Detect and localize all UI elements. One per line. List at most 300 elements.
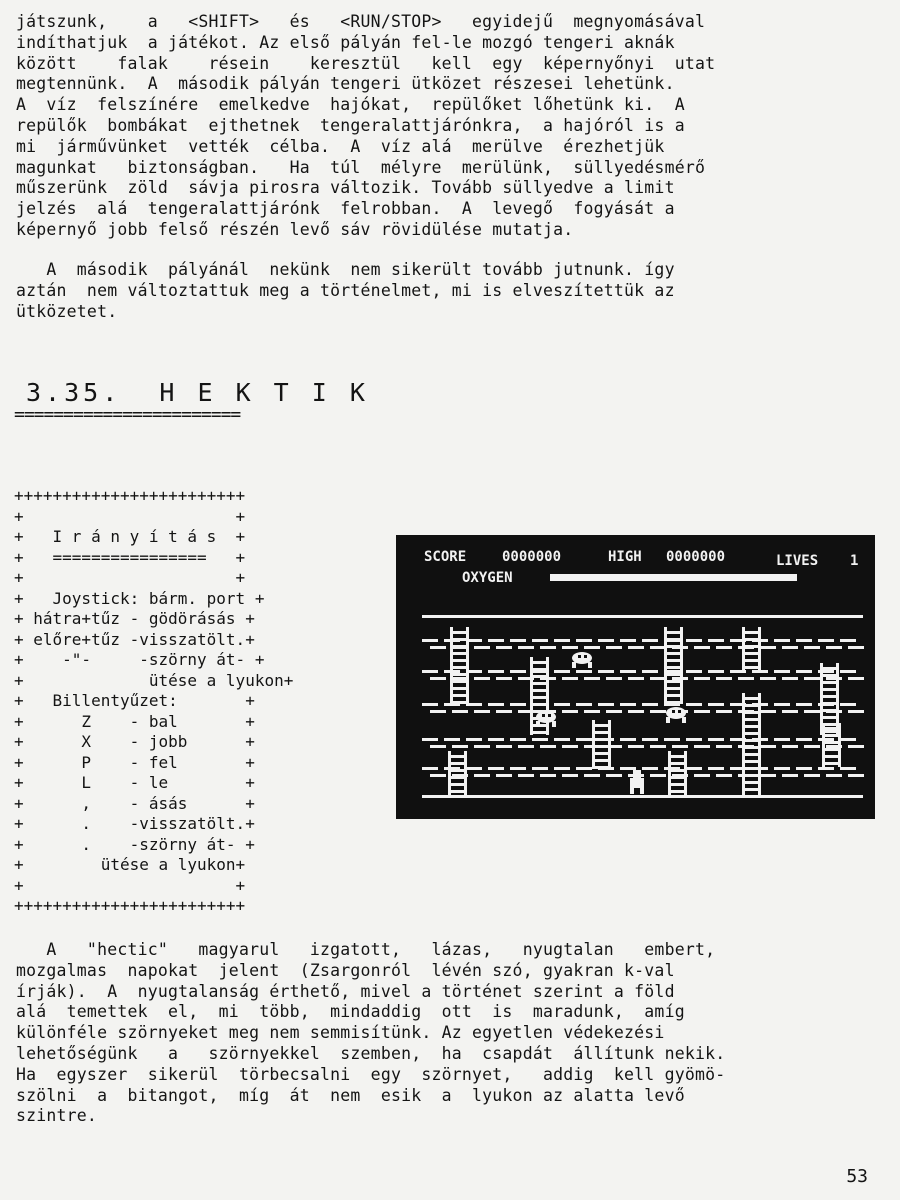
ladder-rung	[742, 659, 761, 662]
ladder-rung	[530, 689, 549, 692]
text-line: műszerünk zöld sávja pirosra változik. Tovább süllyedve a limit	[16, 178, 675, 198]
monster-eye	[678, 710, 681, 713]
ladder-rung	[664, 701, 683, 704]
brick-top	[488, 738, 504, 741]
brick-top	[708, 767, 724, 770]
brick-bottom	[804, 646, 820, 649]
ladder-rung	[664, 687, 683, 690]
ladder-rung	[448, 762, 467, 765]
monster-eye	[578, 655, 581, 658]
oxygen-bar	[550, 574, 797, 581]
controls-box-line: ++++++++++++++++++++++++	[14, 896, 246, 915]
brick-top	[554, 703, 570, 706]
ladder-rung	[668, 790, 687, 793]
brick-bottom	[628, 677, 644, 680]
brick-top	[686, 703, 702, 706]
brick-top	[774, 767, 790, 770]
controls-box-line: + Joystick: bárm. port +	[14, 588, 265, 608]
text-line: megtennünk. A második pályán tengeri ütközet részesei lehetünk.	[16, 74, 675, 94]
ladder-rung	[668, 762, 687, 765]
ladder-rung	[742, 697, 761, 700]
brick-bottom	[452, 710, 468, 713]
controls-box-line: + Z - bal +	[14, 711, 255, 731]
text-line: különféle szörnyeket meg nem semmisítünk. Az egyetlen védekezési	[16, 1023, 665, 1043]
score-label: SCORE	[424, 549, 467, 565]
brick-bottom	[474, 774, 490, 777]
brick-top	[708, 738, 724, 741]
top-platform	[422, 615, 863, 618]
player-leg	[640, 788, 644, 794]
brick-bottom	[848, 774, 864, 777]
ladder-rung	[450, 652, 469, 655]
ladder-rung	[742, 631, 761, 634]
brick-top	[598, 670, 614, 673]
brick-top	[532, 767, 548, 770]
text-line: indíthatjuk a játékot. Az első pályán fel-le mozgó tengeri aknák	[16, 32, 675, 52]
brick-bottom	[518, 745, 534, 748]
text-line: alá temettek el, mi több, mindaddig ott is maradunk, amíg	[16, 1002, 685, 1022]
ladder-rung	[664, 652, 683, 655]
brick-top	[554, 639, 570, 642]
ladder-rung	[820, 667, 839, 670]
brick-bottom	[760, 710, 776, 713]
brick-bottom	[430, 774, 446, 777]
player-leg	[630, 788, 634, 794]
brick-bottom	[562, 745, 578, 748]
brick-bottom	[496, 710, 512, 713]
brick-bottom	[826, 646, 842, 649]
brick-top	[686, 738, 702, 741]
text-line: A második pályánál nekünk nem sikerült tovább jutnunk. így	[16, 260, 675, 279]
text-line: aztán nem változtattuk meg a történelmet, mi is elveszítettük az	[16, 280, 675, 300]
ladder-rung	[664, 631, 683, 634]
brick-top	[576, 767, 592, 770]
controls-box-line: + P - fel +	[14, 752, 255, 772]
brick-bottom	[584, 646, 600, 649]
monster-leg	[536, 721, 540, 727]
brick-bottom	[430, 745, 446, 748]
ladder-rung	[668, 783, 687, 786]
lives-value: 1	[850, 553, 859, 569]
ladder-rung	[820, 688, 839, 691]
brick-bottom	[540, 646, 556, 649]
brick-bottom	[562, 774, 578, 777]
brick-top	[466, 738, 482, 741]
brick-top	[796, 703, 812, 706]
text-line: között falak résein keresztül kell egy képernyőnyi utat	[16, 53, 716, 73]
brick-bottom	[804, 710, 820, 713]
monster-eye	[672, 710, 675, 713]
brick-top	[774, 703, 790, 706]
brick-top	[818, 738, 834, 741]
text-line: lehetőségünk a szörnyekkel szemben, ha csapdát állítunk nekik.	[16, 1043, 726, 1063]
brick-top	[818, 639, 834, 642]
brick-bottom	[474, 710, 490, 713]
brick-top	[840, 738, 856, 741]
brick-top	[510, 639, 526, 642]
brick-bottom	[496, 774, 512, 777]
brick-bottom	[650, 745, 666, 748]
ladder-rung	[664, 645, 683, 648]
brick-top	[664, 738, 680, 741]
brick-bottom	[650, 646, 666, 649]
ladder-rung	[592, 752, 611, 755]
ladder-rung	[664, 673, 683, 676]
brick-bottom	[650, 774, 666, 777]
brick-top	[686, 639, 702, 642]
brick-bottom	[518, 646, 534, 649]
controls-box-line: ++++++++++++++++++++++++	[14, 486, 246, 505]
text-line: mi járművünket vették célba. A víz alá merülve érezhetjük	[16, 136, 665, 156]
brick-bottom	[716, 646, 732, 649]
ladder-rung	[664, 659, 683, 662]
ladder-rung	[742, 788, 761, 791]
monster-leg	[666, 717, 670, 723]
brick-bottom	[782, 710, 798, 713]
brick-top	[774, 639, 790, 642]
ladder-rung	[742, 774, 761, 777]
ladder-rung	[820, 674, 839, 677]
brick-top	[642, 670, 658, 673]
brick-bottom	[716, 710, 732, 713]
bottom-platform	[422, 795, 863, 798]
ladder-rung	[592, 759, 611, 762]
ladder-rung	[664, 680, 683, 683]
brick-top	[554, 738, 570, 741]
ladder-rung	[820, 681, 839, 684]
brick-top	[466, 767, 482, 770]
second-paragraph	[16, 260, 878, 322]
text-line: képernyő jobb felső részén levő sáv rövidülése mutatja.	[16, 219, 574, 239]
score-value: 0000000	[502, 549, 562, 565]
brick-bottom	[606, 677, 622, 680]
ladder-rung	[742, 704, 761, 707]
brick-top	[510, 670, 526, 673]
brick-bottom	[606, 710, 622, 713]
ladder-rung	[742, 718, 761, 721]
ladder-rung	[820, 695, 839, 698]
brick-top	[796, 670, 812, 673]
brick-top	[620, 703, 636, 706]
ladder-rung	[664, 666, 683, 669]
controls-box-line: + , - ásás +	[14, 793, 255, 813]
brick-top	[576, 639, 592, 642]
brick-top	[752, 670, 768, 673]
brick-top	[730, 670, 746, 673]
brick-bottom	[584, 677, 600, 680]
brick-top	[774, 670, 790, 673]
brick-top	[708, 670, 724, 673]
text-line: jelzés alá tengeralattjárónk felrobban. A levegő fogyását a	[16, 199, 675, 219]
ladder-rung	[530, 703, 549, 706]
brick-bottom	[694, 745, 710, 748]
brick-bottom	[782, 774, 798, 777]
brick-top	[708, 639, 724, 642]
ladder-rung	[448, 755, 467, 758]
brick-top	[686, 670, 702, 673]
text-line: repülők bombákat ejthetnek tengeralattjárónkra, a hajóról is a	[16, 115, 685, 135]
ladder-rung	[450, 659, 469, 662]
brick-top	[510, 738, 526, 741]
brick-top	[642, 767, 658, 770]
brick-bottom	[496, 646, 512, 649]
monster-eye	[542, 714, 545, 717]
brick-top	[796, 639, 812, 642]
brick-bottom	[628, 646, 644, 649]
controls-box-line: + Billentyűzet: +	[14, 691, 255, 710]
ladder-rung	[822, 727, 841, 730]
ladder-rung	[668, 755, 687, 758]
brick-top	[422, 703, 438, 706]
controls-box-line: + . -szörny át- +	[14, 834, 255, 854]
brick-top	[708, 703, 724, 706]
ladder-rung	[530, 682, 549, 685]
brick-top	[532, 639, 548, 642]
controls-box-line: + I r á n y í t á s +	[14, 527, 246, 546]
controls-box-line: + ütése a lyukon+	[14, 855, 246, 874]
ladder-rung	[822, 755, 841, 758]
brick-top	[576, 738, 592, 741]
controls-box-line: + +	[14, 506, 246, 526]
brick-bottom	[474, 646, 490, 649]
monster-leg	[682, 717, 686, 723]
brick-top	[598, 639, 614, 642]
brick-bottom	[628, 710, 644, 713]
brick-top	[554, 767, 570, 770]
ladder-rung	[742, 666, 761, 669]
brick-top	[840, 639, 856, 642]
high-value: 0000000	[666, 549, 726, 565]
ladder-rung	[448, 769, 467, 772]
brick-bottom	[760, 677, 776, 680]
ladder-rung	[450, 631, 469, 634]
brick-bottom	[804, 745, 820, 748]
brick-bottom	[496, 677, 512, 680]
brick-top	[422, 738, 438, 741]
brick-bottom	[650, 677, 666, 680]
ladder-rung	[530, 675, 549, 678]
brick-bottom	[672, 745, 688, 748]
brick-top	[422, 767, 438, 770]
ladder-rung	[530, 661, 549, 664]
brick-bottom	[804, 677, 820, 680]
ladder-rung	[450, 701, 469, 704]
brick-bottom	[452, 745, 468, 748]
section-heading: 3.35. H E K T I K	[26, 378, 369, 407]
ladder-rung	[450, 687, 469, 690]
ladder-rung	[820, 702, 839, 705]
brick-top	[642, 703, 658, 706]
game-screenshot	[396, 535, 875, 819]
brick-bottom	[848, 677, 864, 680]
ladder-rung	[450, 694, 469, 697]
controls-box-line: + -"- -szörny át- +	[14, 650, 265, 669]
ladder-rung	[742, 732, 761, 735]
brick-top	[422, 639, 438, 642]
brick-top	[642, 639, 658, 642]
ladder-rung	[742, 760, 761, 763]
brick-top	[488, 639, 504, 642]
text-line: Ha egyszer sikerül törbecsalni egy szörnyet, addig kell gyömö-	[16, 1064, 726, 1084]
ladder-rung	[530, 696, 549, 699]
brick-top	[620, 670, 636, 673]
brick-bottom	[584, 710, 600, 713]
brick-bottom	[496, 745, 512, 748]
brick-top	[796, 767, 812, 770]
brick-bottom	[628, 745, 644, 748]
ladder-rung	[820, 709, 839, 712]
monster-eye	[548, 714, 551, 717]
ladder-rung	[450, 645, 469, 648]
brick-top	[840, 670, 856, 673]
ladder-rung	[742, 645, 761, 648]
brick-top	[818, 767, 834, 770]
monster-eye	[584, 655, 587, 658]
monster-leg	[588, 662, 592, 668]
brick-top	[642, 738, 658, 741]
brick-bottom	[452, 677, 468, 680]
brick-top	[576, 670, 592, 673]
player-head	[633, 770, 641, 778]
ladder-rung	[742, 767, 761, 770]
ladder-rung	[450, 680, 469, 683]
ladder-rung	[450, 673, 469, 676]
ladder-rung	[664, 638, 683, 641]
brick-bottom	[540, 745, 556, 748]
ladder-rung	[742, 781, 761, 784]
brick-bottom	[562, 646, 578, 649]
controls-box-line: + hátra+tűz - gödörásás +	[14, 609, 255, 628]
ladder-rung	[742, 753, 761, 756]
brick-bottom	[540, 774, 556, 777]
ladder-rung	[822, 748, 841, 751]
brick-top	[444, 738, 460, 741]
brick-bottom	[562, 677, 578, 680]
ladder-rung	[742, 739, 761, 742]
brick-top	[510, 703, 526, 706]
brick-bottom	[782, 745, 798, 748]
hektik-description	[16, 940, 878, 1127]
ladder-rung	[448, 783, 467, 786]
brick-top	[620, 639, 636, 642]
ladder-rung	[530, 731, 549, 734]
ladder-rung	[664, 694, 683, 697]
controls-box-line: + ================ +	[14, 547, 246, 567]
brick-bottom	[760, 774, 776, 777]
ladder-rung	[530, 668, 549, 671]
text-line: A víz felszínére emelkedve hajókat, repülőket lőhetünk ki. A	[16, 95, 685, 115]
text-line: mozgalmas napokat jelent (Zsargonról lévén szó, gyakran k-val	[16, 960, 675, 980]
brick-bottom	[694, 677, 710, 680]
brick-bottom	[430, 710, 446, 713]
section-heading-underline: =======================	[14, 404, 241, 425]
controls-box-line: + ütése a lyukon+	[14, 670, 294, 690]
brick-top	[686, 767, 702, 770]
monster-leg	[572, 662, 576, 668]
brick-bottom	[584, 774, 600, 777]
brick-top	[598, 703, 614, 706]
brick-top	[774, 738, 790, 741]
brick-bottom	[782, 677, 798, 680]
brick-bottom	[474, 677, 490, 680]
brick-bottom	[694, 710, 710, 713]
brick-top	[840, 703, 856, 706]
brick-top	[620, 738, 636, 741]
ladder-rung	[742, 795, 761, 798]
brick-bottom	[430, 646, 446, 649]
text-line: szintre.	[16, 1106, 98, 1126]
controls-box	[14, 486, 346, 917]
brick-top	[796, 738, 812, 741]
brick-bottom	[694, 774, 710, 777]
text-line: magunkat biztonságban. Ha túl mélyre merülünk, süllyedésmérő	[16, 157, 706, 177]
brick-bottom	[804, 774, 820, 777]
brick-bottom	[716, 774, 732, 777]
ladder-rung	[592, 745, 611, 748]
brick-top	[488, 703, 504, 706]
brick-bottom	[826, 677, 842, 680]
brick-top	[620, 767, 636, 770]
brick-bottom	[606, 646, 622, 649]
text-line: A "hectic" magyarul izgatott, lázas, nyugtalan embert,	[16, 940, 716, 959]
brick-bottom	[760, 646, 776, 649]
ladder-rung	[448, 790, 467, 793]
player-body	[630, 778, 644, 788]
ladder-rung	[450, 638, 469, 641]
ladder-rung	[592, 738, 611, 741]
oxygen-label: OXYGEN	[462, 570, 513, 586]
ladder-rung	[820, 716, 839, 719]
brick-top	[422, 670, 438, 673]
brick-top	[532, 738, 548, 741]
brick-bottom	[760, 745, 776, 748]
ladder-rung	[592, 766, 611, 769]
ladder-rung	[448, 776, 467, 779]
intro-paragraph	[16, 12, 878, 241]
text-line: ütközetet.	[16, 301, 118, 321]
controls-box-line: + előre+tűz -visszatölt.+	[14, 629, 255, 649]
brick-bottom	[474, 745, 490, 748]
ladder-rung	[592, 724, 611, 727]
brick-top	[576, 703, 592, 706]
brick-bottom	[782, 646, 798, 649]
high-label: HIGH	[608, 549, 642, 565]
ladder-rung	[668, 776, 687, 779]
text-line: játszunk, a <SHIFT> és <RUN/STOP> egyidejű megnyomásával	[16, 12, 706, 31]
brick-top	[488, 670, 504, 673]
controls-box-line: + . -visszatölt.+	[14, 814, 255, 833]
ladder-rung	[742, 746, 761, 749]
game-screen-svg	[396, 535, 875, 819]
ladder-rung	[668, 769, 687, 772]
ladder-rung	[822, 734, 841, 737]
text-line: írják). A nyugtalanság érthető, mivel a történet szerint a föld	[16, 981, 675, 1001]
brick-bottom	[430, 677, 446, 680]
brick-bottom	[848, 710, 864, 713]
brick-top	[840, 767, 856, 770]
controls-box-line: + X - jobb +	[14, 732, 255, 751]
ladder-rung	[742, 652, 761, 655]
ladder-rung	[822, 762, 841, 765]
ladder-rung	[742, 725, 761, 728]
brick-bottom	[562, 710, 578, 713]
brick-bottom	[650, 710, 666, 713]
ladder-rung	[742, 711, 761, 714]
ladder-rung	[592, 731, 611, 734]
brick-bottom	[518, 774, 534, 777]
ladder-rung	[742, 638, 761, 641]
ladder-rung	[822, 741, 841, 744]
